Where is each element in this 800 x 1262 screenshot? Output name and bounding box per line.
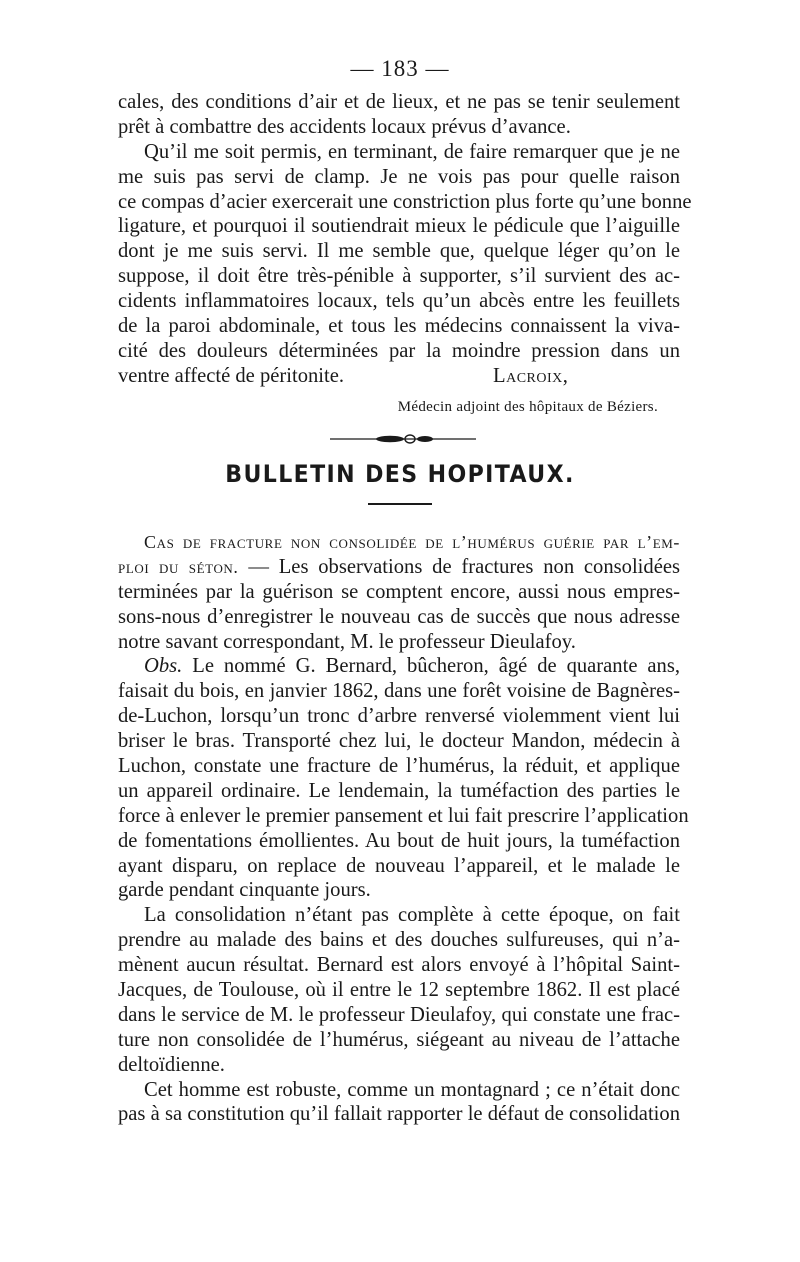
text-span: — Les observations de fractures non consolidées <box>238 555 680 578</box>
text-line <box>118 654 680 679</box>
case-title: Cas de fracture non consolidée de l’humérus guérie par l’em- <box>144 532 680 552</box>
author-signature: Lacroix, <box>493 364 569 387</box>
text-line: pas à sa constitution qu’il fallait rapporter le défaut de consolidation <box>118 1103 680 1126</box>
author-affiliation: Médecin adjoint des hôpitaux de Béziers. <box>397 399 658 415</box>
obs-label: Obs. <box>144 655 183 678</box>
text-line: dont je me suis servi. Il me semble que, quelque léger qu’on le <box>118 240 680 263</box>
text-line: Cet homme est robuste, comme un montagnard ; ce n’était donc <box>144 1078 680 1101</box>
text-line: force à enlever le premier pansement et lui fait prescrire l’application <box>118 804 689 827</box>
text-line: de-Luchon, lorsqu’un tronc d’arbre renversé violemment vient lui <box>118 705 680 728</box>
text-line: cité des douleurs déterminées par la moindre pression dans un <box>118 339 680 362</box>
text-line: mènent aucun résultat. Bernard est alors envoyé à l’hôpital Saint- <box>118 954 680 977</box>
text-line: Luchon, constate une fracture de l’humérus, la réduit, et applique <box>118 755 680 778</box>
text-span: Le nommé G. Bernard, bûcheron, âgé de quarante ans, <box>182 655 680 678</box>
text-line: terminées par la guérison se comptent encore, aussi nous empres- <box>118 580 680 603</box>
text-line: briser le bras. Transporté chez lui, le docteur Mandon, médecin à <box>118 730 680 753</box>
text-line: me suis pas servi de clamp. Je ne vois pas pour quelle raison <box>118 165 680 188</box>
text-line: La consolidation n’étant pas complète à cette époque, on fait <box>144 904 680 927</box>
text-line: notre savant correspondant, M. le professeur Dieulafoy. <box>118 630 576 653</box>
signature-line <box>118 364 680 389</box>
text-line: de la paroi abdominale, et tous les médecins connaissent la viva- <box>118 315 680 338</box>
ornament-divider <box>330 434 476 444</box>
text-line: ligature, et pourquoi il soutiendrait mieux le pédicule que l’aiguille <box>118 215 680 238</box>
text-line: de fomentations émollientes. Au bout de huit jours, la tuméfaction <box>118 829 680 852</box>
text-block-top <box>118 90 692 389</box>
text-line: un appareil ordinaire. Le lendemain, la tuméfaction des parties le <box>118 779 680 802</box>
section-heading: BULLETIN DES HOPITAUX. <box>225 460 575 488</box>
text-line: ayant disparu, on replace de nouveau l’appareil, et le malade le <box>118 854 680 877</box>
text-line: Jacques, de Toulouse, où il entre le 12 septembre 1862. Il est placé <box>118 979 680 1002</box>
text-line: ture non consolidée de l’humérus, siégeant au niveau de l’attache <box>118 1028 680 1051</box>
text-line <box>118 555 680 580</box>
text-line: garde pendant cinquante jours. <box>118 879 371 902</box>
heading-rule <box>368 503 432 505</box>
text-line: faisait du bois, en janvier 1862, dans une forêt voisine de Bagnères- <box>118 680 680 703</box>
text-line: sons-nous d’enregistrer le nouveau cas de succès que nous adresse <box>118 605 680 628</box>
text-line: dans le service de M. le professeur Dieulafoy, qui constate une frac- <box>118 1003 680 1026</box>
text-block-case <box>118 530 689 1127</box>
text-line: prêt à combattre des accidents locaux prévus d’avance. <box>118 115 571 138</box>
text-line: cales, des conditions d’air et de lieux, et ne pas se tenir seulement <box>118 91 680 113</box>
text-line: ce compas d’acier exercerait une constriction plus forte qu’une bonne <box>118 190 692 213</box>
text-line: suppose, il doit être très-pénible à supporter, s’il survient des ac- <box>118 265 680 288</box>
text-line: deltoïdienne. <box>118 1053 225 1076</box>
page-number: — 183 — <box>350 56 450 81</box>
case-title-end: ploi du séton. <box>118 556 239 577</box>
text-line: ventre affecté de péritonite. <box>118 364 345 387</box>
text-line: prendre au malade des bains et des douches sulfureuses, qui n’a- <box>118 929 680 952</box>
text-line: Qu’il me soit permis, en terminant, de faire remarquer que je ne <box>144 140 680 163</box>
text-line: cidents inflammatoires locaux, tels qu’un abcès entre les feuillets <box>118 290 680 313</box>
